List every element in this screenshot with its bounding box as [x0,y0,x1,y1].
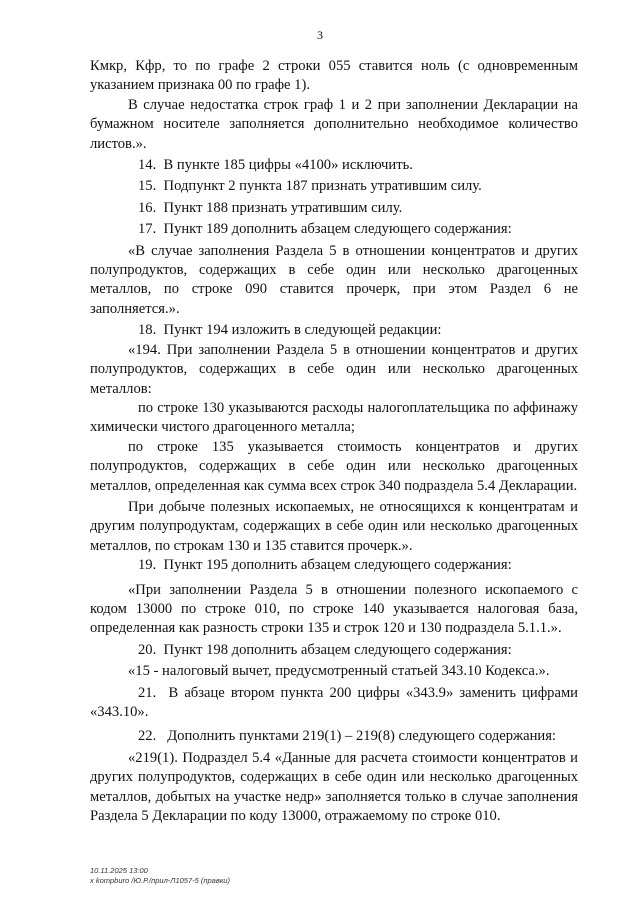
item-14: 14. В пункте 185 цифры «4100» исключить. [138,157,413,174]
footer-file-path: x kompburo /Ю.Р./прил-Л1057-5 (правки) [90,876,230,885]
footer-stamp [90,866,230,886]
page-number: 3 [317,28,323,42]
item-16: 16. Пункт 188 признать утратившим силу. [138,199,403,216]
item-19: 19. Пункт 195 дополнить абзацем следующего содержания: [138,557,512,574]
item-18-line-135: по строке 135 указывается стоимость концентратов и других полупродуктов, содержащих в себе один или несколько драгоценных металлов, определенная как сумма всех строк 340 подраздела 5.4 Декларации. [90,438,578,494]
item-17-quote: «В случае заполнения Раздела 5 в отношении концентратов и других полупродуктов, содержащих в себе один или несколько драгоценных металлов, по строке 090 ставится прочерк, при этом Раздел 6 не заполняется.». [90,242,578,317]
item-21: 21. В абзаце втором пункта 200 цифры «343.9» заменить цифрами «343.10». [90,684,578,720]
item-18-line-130: по строке 130 указываются расходы налогоплательщика по аффинажу химически чистого драгоценного металла; [90,399,578,436]
paragraph-1: Кмкр, Кфр, то по графе 2 строки 055 ставится ноль (с одновременным указанием признака 00 по графе 1). [90,58,578,94]
document-body [90,57,578,826]
item-19-quote: «При заполнении Раздела 5 в отношении полезного ископаемого с кодом 13000 по строке 010, по строке 140 указывается налоговая база, определенная как разность строки 135 и строк 120 и 130 подраздела 5.1.1.». [90,581,578,637]
item-22-quote: «219(1). Подраздел 5.4 «Данные для расчета стоимости концентратов и других полупродуктов, содержащих в себе один или несколько драгоценных металлов, добытых на участке недр» заполняется только в случае заполнения Раздела 5 Декларации по коду 13000, отражаемому по строке 010. [90,749,578,825]
footer-timestamp: 10.11.2025 13:00 [90,866,148,875]
item-20: 20. Пункт 198 дополнить абзацем следующего содержания: [138,641,512,658]
item-18-mining-note: При добыче полезных ископаемых, не относящихся к концентратам и другим полупродуктам, содержащих в себе один или несколько драгоценных металлов, по строкам 130 и 135 ставится прочерк.». [90,498,578,554]
item-18: 18. Пункт 194 изложить в следующей редакции: [138,322,442,339]
item-18-quote: «194. При заполнении Раздела 5 в отношении концентратов и других полупродуктов, содержащих в себе один или несколько драгоценных металлов: [90,341,578,397]
item-20-quote: «15 - налоговый вычет, предусмотренный статьей 343.10 Кодекса.». [128,663,550,680]
item-17: 17. Пункт 189 дополнить абзацем следующего содержания: [138,221,512,238]
item-15: 15. Подпункт 2 пункта 187 признать утратившим силу. [138,178,482,195]
item-22: 22. Дополнить пунктами 219(1) – 219(8) следующего содержания: [138,728,556,745]
paragraph-2: В случае недостатка строк граф 1 и 2 при заполнении Декларации на бумажном носителе заполняется дополнительно необходимое количество листов.». [90,96,578,152]
